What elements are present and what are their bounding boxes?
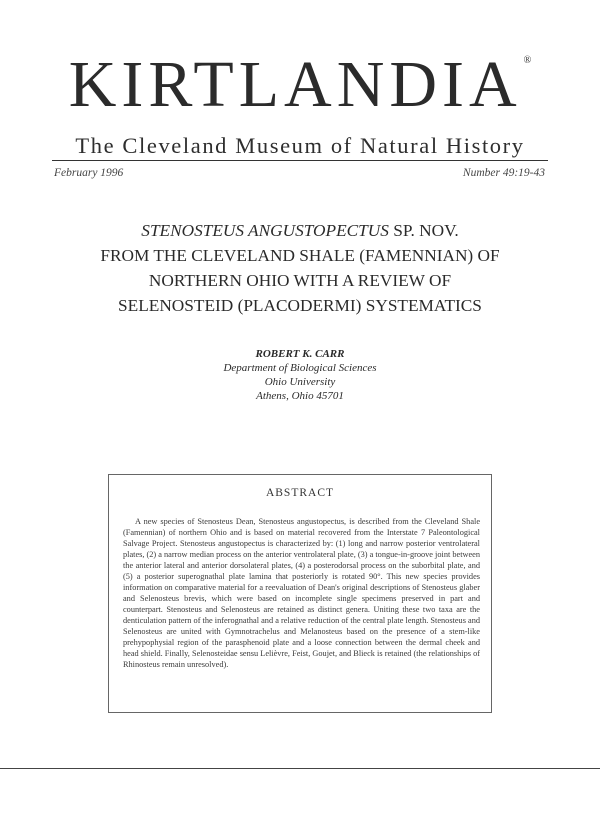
author-university: Ohio University [264, 376, 336, 388]
author-city: Athens, Ohio 45701 [256, 390, 344, 402]
abstract-text: A new species of Stenosteus Dean, Stenosteus angustopectus, is described from the Cleveland Shale (Famennian) of northern Ohio and is based on material recovered from the Interstate 7 Paleontological Salvage Project. Stenosteus angustopectus is characterized by: (1) long and narrow posterior ventrolateral plates, (2) a narrow median process on the anterior ventrolateral plate, (3) a tongue-in-groove joint between the anterior lateral and anterior dorsolateral plates, (4) a posterodorsal process on the suborbital plate, and (5) a posterior superognathal plate lamina that posteriorly is rotated 90°. This new species provides information on comparative material for a reevaluation of Dean's original descriptions of Stenosteus glaber and Selenosteus brevis, which were based on incomplete single specimens preserved in part and counterpart. Stenosteus and Selenosteus are retained as distinct genera. Uniting these two taxa are the denticulation pattern of the inferognathal and a relative reduction of the central plate length. Stenosteus and Selenosteus are united with Gymnotrachelus and Melanosteus based on the presence of a stem-like prehypophysial region of the parasphenoid plate and a loose connection between the dermal cheek and head shield. Finally, Selenosteidae sensu Lelièvre, Feist, Goujet, and Blieck is retained (the relationships of Rhinosteus remain unresolved). [123, 517, 480, 669]
registered-mark: ® [523, 55, 532, 66]
author-name: ROBERT K. CARR [255, 348, 345, 360]
title-line-4: SELENOSTEID (PLACODERMI) SYSTEMATICS [118, 296, 482, 315]
issue-date: February 1996 [54, 167, 124, 179]
journal-masthead [0, 48, 600, 121]
title-line-2: FROM THE CLEVELAND SHALE (FAMENNIAN) OF [100, 246, 500, 265]
header-rule [52, 160, 548, 161]
journal-name: KIRTLANDIA [68, 48, 522, 121]
title-species-name: STENOSTEUS ANGUSTOPECTUS [141, 221, 389, 240]
publisher-name: The Cleveland Museum of Natural History [75, 133, 525, 158]
article-title [0, 218, 600, 318]
author-department: Department of Biological Sciences [223, 362, 377, 374]
issue-number: Number 49:19-43 [462, 167, 545, 179]
abstract-box [108, 474, 492, 713]
author-block [0, 347, 600, 403]
title-line-3: NORTHERN OHIO WITH A REVIEW OF [148, 271, 452, 290]
title-line-1 [0, 218, 600, 243]
title-line-1-rest: SP. NOV. [388, 221, 459, 240]
abstract-heading: ABSTRACT [265, 487, 335, 499]
footer-rule [0, 768, 600, 769]
